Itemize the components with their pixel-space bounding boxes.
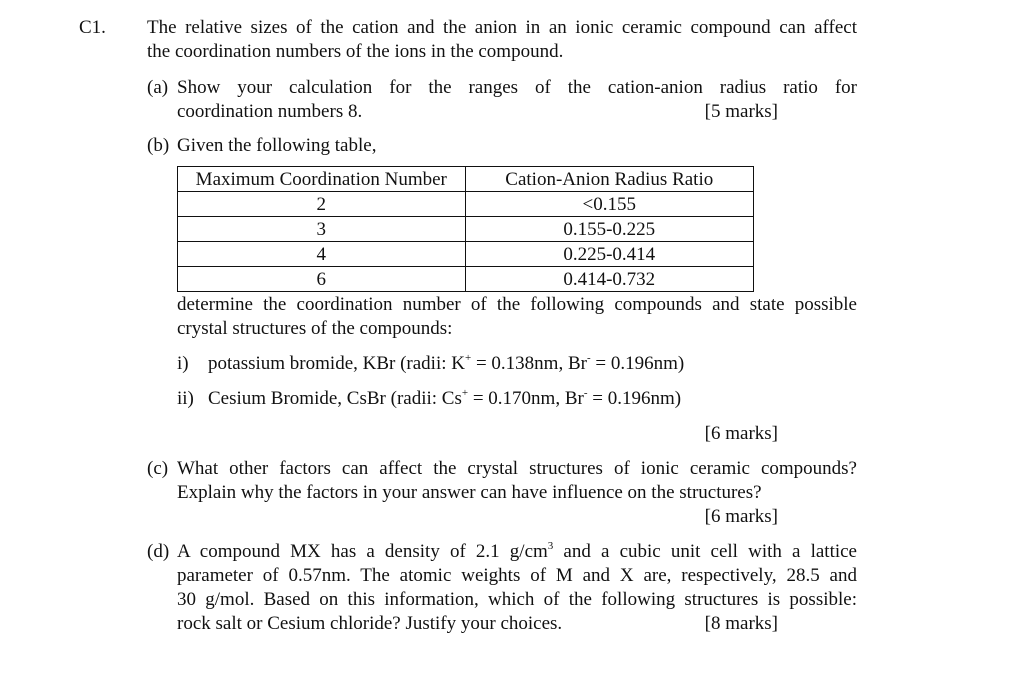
table-row: [178, 267, 754, 292]
table-cell: <0.155: [465, 192, 753, 217]
table-cell: 0.155-0.225: [465, 217, 753, 242]
part-b-item-2-text: Cesium Bromide, CsBr (radii: Cs+ = 0.170nm, Br- = 0.196nm): [208, 386, 682, 409]
part-b-label: (b): [147, 135, 170, 156]
table-row: [178, 192, 754, 217]
question-number: C1.: [79, 17, 106, 38]
table-header-row: [178, 167, 754, 192]
table-cell: 4: [178, 242, 466, 267]
table-cell: 0.225-0.414: [465, 242, 753, 267]
part-a-line-2: coordination numbers 8.: [177, 101, 363, 122]
part-b-line-1: Given the following table,: [177, 135, 377, 156]
part-b-item-1-label: i): [177, 353, 189, 374]
part-a-label: (a): [147, 77, 169, 98]
question-intro-line-1: The relative sizes of the cation and the anion in an ionic ceramic compound can affect: [147, 17, 857, 38]
table-header-cell: Maximum Coordination Number: [178, 167, 466, 192]
part-d-marks: [8 marks]: [704, 613, 778, 634]
part-d-line-3: 30 g/mol. Based on this information, which of the following structures is possible:: [177, 589, 857, 610]
table-cell: 0.414-0.732: [465, 267, 753, 292]
table-cell: 2: [178, 192, 466, 217]
part-d-line-2: parameter of 0.57nm. The atomic weights of M and X are, respectively, 28.5 and: [177, 565, 857, 586]
part-c-marks: [6 marks]: [704, 506, 778, 527]
part-a-marks: [5 marks]: [704, 101, 778, 122]
table-cell: 6: [178, 267, 466, 292]
part-b-after-line-2: crystal structures of the compounds:: [177, 318, 453, 339]
part-c-line-1: What other factors can affect the crystal structures of ionic ceramic compounds?: [177, 458, 857, 479]
table-row: [178, 242, 754, 267]
part-a-line-1: Show your calculation for the ranges of the cation-anion radius ratio for: [177, 77, 857, 98]
table-row: [178, 217, 754, 242]
table-header-cell: Cation-Anion Radius Ratio: [465, 167, 753, 192]
part-b-marks: [6 marks]: [704, 423, 778, 444]
part-d-line-4: rock salt or Cesium chloride? Justify your choices.: [177, 613, 563, 634]
part-d-line-1: A compound MX has a density of 2.1 $g/cm^3$ and a cubic unit cell with a lattice: [177, 539, 857, 562]
question-intro-line-2: the coordination numbers of the ions in the compound.: [147, 41, 564, 62]
part-c-label: (c): [147, 458, 169, 479]
part-b-item-2-label: ii): [177, 388, 194, 409]
part-b-item-1-text: potassium bromide, KBr (radii: K+ = 0.138nm, Br- = 0.196nm): [208, 351, 685, 374]
part-d-label: (d): [147, 541, 170, 562]
radius-ratio-table: [177, 166, 754, 292]
table-cell: 3: [178, 217, 466, 242]
part-c-line-2: Explain why the factors in your answer can have influence on the structures?: [177, 482, 762, 503]
part-b-after-line-1: determine the coordination number of the following compounds and state possible: [177, 294, 857, 315]
